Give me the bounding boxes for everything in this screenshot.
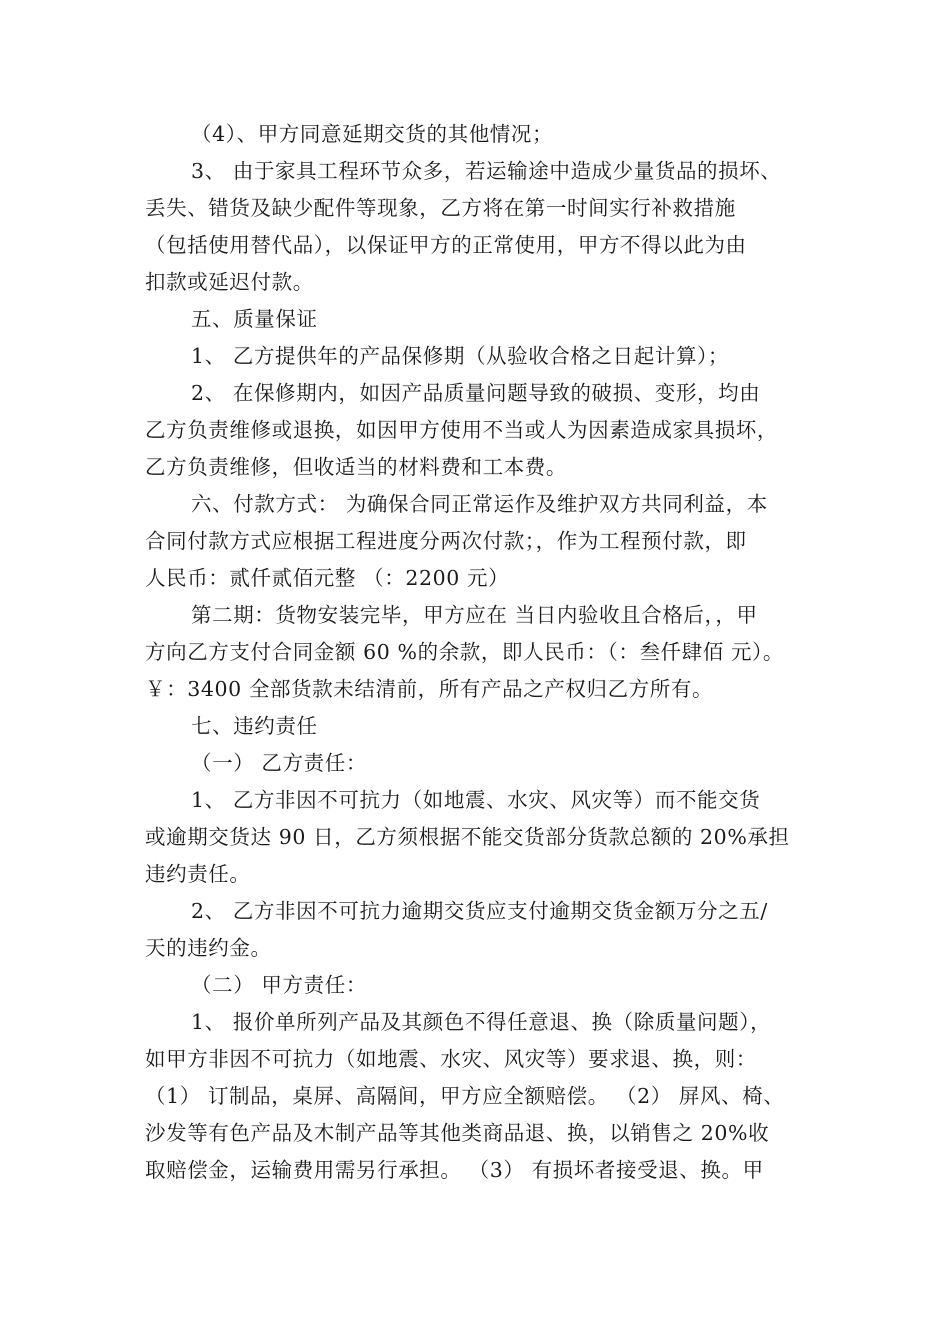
text-line: 3、 由于家具工程环节众多，若运输途中造成少量货品的损坏、	[191, 159, 782, 183]
text-line: 或逾期交货达 90 日，乙方须根据不能交货部分货款总额的 20%承担	[145, 825, 790, 849]
text-line: 乙方负责维修或退换，如因甲方使用不当或人为因素造成家具损坏，	[145, 418, 778, 442]
text-line: 1、 乙方非因不可抗力（如地震、水灾、风灾等）而不能交货	[191, 788, 761, 812]
document-body	[145, 116, 825, 1189]
text-line: （4）、甲方同意延期交货的其他情况；	[191, 122, 554, 146]
text-line: 2、 在保修期内，如因产品质量问题导致的破损、变形，均由	[191, 381, 761, 405]
text-line: 2、 乙方非因不可抗力逾期交货应支付逾期交货金额万分之五/	[191, 899, 768, 923]
text-line: 六、付款方式： 为确保合同正常运作及维护双方共同利益，本	[191, 492, 768, 516]
text-line: 如甲方非因不可抗力（如地震、水灾、风灾等）要求退、换，则：	[145, 1047, 757, 1071]
section-heading: 五、质量保证	[191, 307, 318, 331]
text-line: 乙方负责维修，但收适当的材料费和工本费。	[145, 455, 567, 479]
subsection-heading: （二） 甲方责任：	[191, 973, 367, 997]
text-line: 丢失、错货及缺少配件等现象，乙方将在第一时间实行补救措施	[145, 196, 736, 220]
text-line: 扣款或延迟付款。	[145, 270, 314, 294]
text-line: 违约责任。	[145, 862, 251, 886]
text-line: （包括使用替代品），以保证甲方的正常使用，甲方不得以此为由	[145, 233, 747, 257]
text-line: 第二期：货物安装完毕，甲方应在 当日内验收且合格后，，甲	[191, 603, 758, 627]
text-line: 方向乙方支付合同金额 60 %的余款，即人民币：（：叁仟肆佰 元）。	[145, 640, 785, 664]
subsection-heading: （一） 乙方责任：	[191, 751, 367, 775]
text-line: 1、 报价单所列产品及其颜色不得任意退、换（除质量问题），	[191, 1010, 772, 1034]
section-heading: 七、违约责任	[191, 714, 318, 738]
text-line: 取赔偿金，运输费用需另行承担。 （3） 有损坏者接受退、换。甲	[145, 1158, 764, 1182]
text-line: 沙发等有色产品及木制产品等其他类商品退、换，以销售之 20%收	[145, 1121, 770, 1145]
text-line: 人民币：贰仟贰佰元整 （：2200 元）	[145, 566, 510, 590]
text-line: ￥：3400 全部货款未结清前，所有产品之产权归乙方所有。	[145, 677, 714, 701]
text-line: 1、 乙方提供年的产品保修期（从验收合格之日起计算）；	[191, 344, 730, 368]
text-line: 合同付款方式应根据工程进度分两次付款；，作为工程预付款，即	[145, 529, 747, 553]
text-line: （1） 订制品，桌屏、高隔间，甲方应全额赔偿。 （2） 屏风、椅、	[145, 1084, 785, 1108]
text-line: 天的违约金。	[145, 936, 272, 960]
